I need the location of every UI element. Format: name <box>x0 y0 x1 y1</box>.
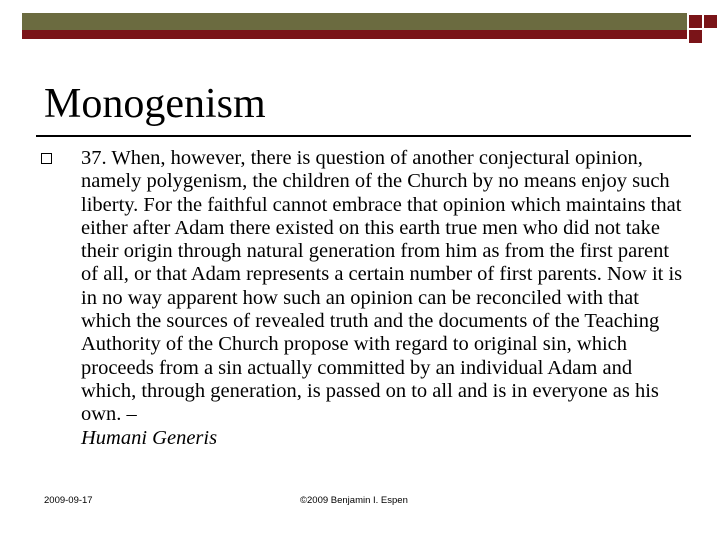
title-divider <box>36 135 691 137</box>
corner-decor-square <box>703 14 718 29</box>
corner-decor-square <box>688 29 703 44</box>
top-decor-stripe <box>22 30 687 39</box>
corner-decor-square <box>688 14 703 29</box>
top-decor-band <box>22 13 687 30</box>
quote-paragraph <box>81 147 686 450</box>
footer-date: 2009-09-17 <box>44 495 93 506</box>
quote-source: Humani Generis <box>81 426 218 449</box>
quote-body: 37. When, however, there is question of another conjectural opinion, namely polygenism, the children of the Church by no means enjoy such liberty. For the faithful cannot embrace that opinion which maintains that either after Adam there existed on this earth true men who did not take their origin through natural generation from him as from the first parent of all, or that Adam represents a certain number of first parents. Now it is in no way apparent how such an opinion can be reconciled with that which the sources of revealed truth and the documents of the Teaching Authority of the Church propose with regard to original sin, which proceeds from a sin actually committed by an individual Adam and which, through generation, is passed on to all and is in everyone as his own. – <box>81 147 683 426</box>
hollow-square-bullet-icon <box>41 153 52 164</box>
footer-credit: ©2009 Benjamin I. Espen <box>300 495 408 506</box>
slide-title: Monogenism <box>44 81 266 127</box>
